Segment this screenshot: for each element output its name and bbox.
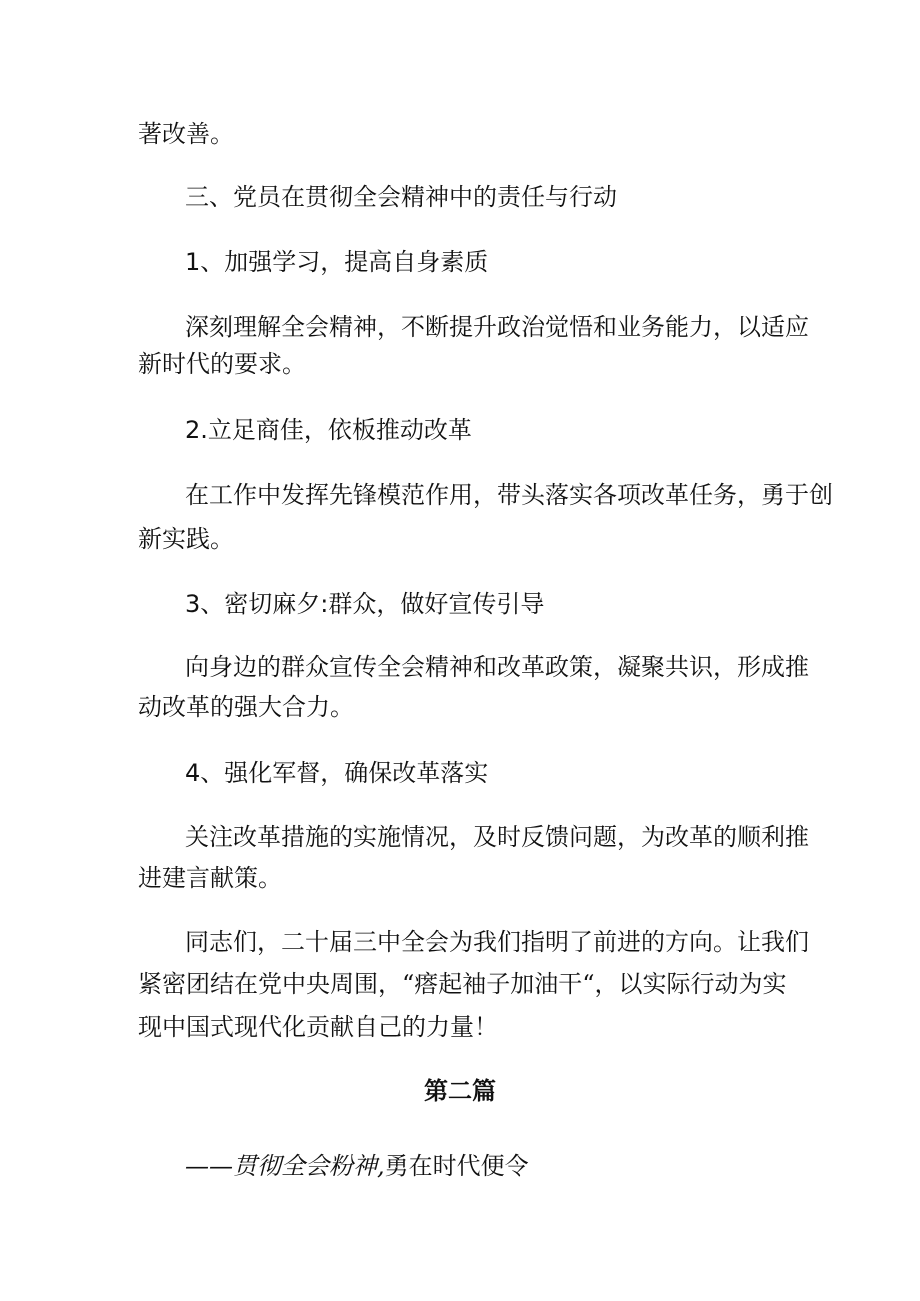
section-heading: 三、党员在贯彻全会精神中的责任与行动 bbox=[185, 183, 617, 211]
subtitle-italic: ——贯彻全会粉神, bbox=[185, 1152, 385, 1180]
part-title: 第二篇 bbox=[424, 1076, 496, 1105]
item-heading-4: 4、强化军督，确保改革落实 bbox=[185, 759, 489, 787]
paragraph-line: 向身边的群众宣传全会精神和改革政策，凝聚共识，形成推 bbox=[185, 653, 809, 681]
paragraph-line: 关注改革措施的实施情况，及时反馈问题，为改革的顺利推 bbox=[185, 823, 809, 851]
paragraph-line: 新实践。 bbox=[138, 525, 234, 553]
subtitle-line bbox=[185, 1149, 845, 1183]
paragraph-line: 在工作中发挥先锋模范作用，带头落实各项改革任务，勇于创 bbox=[185, 481, 833, 509]
subtitle-rest: 勇在时代便令 bbox=[384, 1152, 529, 1180]
paragraph-line: 著改善。 bbox=[138, 120, 234, 148]
item-heading-2: 2.立足商佳，依板推动改革 bbox=[185, 416, 472, 444]
paragraph-line: 同志们，二十届三中全会为我们指明了前进的方向。让我们 bbox=[185, 928, 809, 956]
paragraph-line: 动改革的强大合力。 bbox=[138, 693, 354, 721]
paragraph-line: 现中国式现代化贡献自己的力量！ bbox=[138, 1013, 498, 1041]
item-heading-1: 1、加强学习，提高自身素质 bbox=[185, 248, 489, 276]
paragraph-line: 紧密团结在党中央周围，“瘩起袖子加油干“，以实际行动为实 bbox=[138, 970, 787, 998]
paragraph-line: 进建言献策。 bbox=[138, 864, 282, 892]
item-heading-3: 3、密切麻夕:群众，做好宣传引导 bbox=[185, 590, 545, 618]
paragraph-line: 深刻理解全会精神，不断提升政治觉悟和业务能力，以适应 bbox=[185, 313, 809, 341]
paragraph-line: 新时代的要求。 bbox=[138, 350, 306, 378]
